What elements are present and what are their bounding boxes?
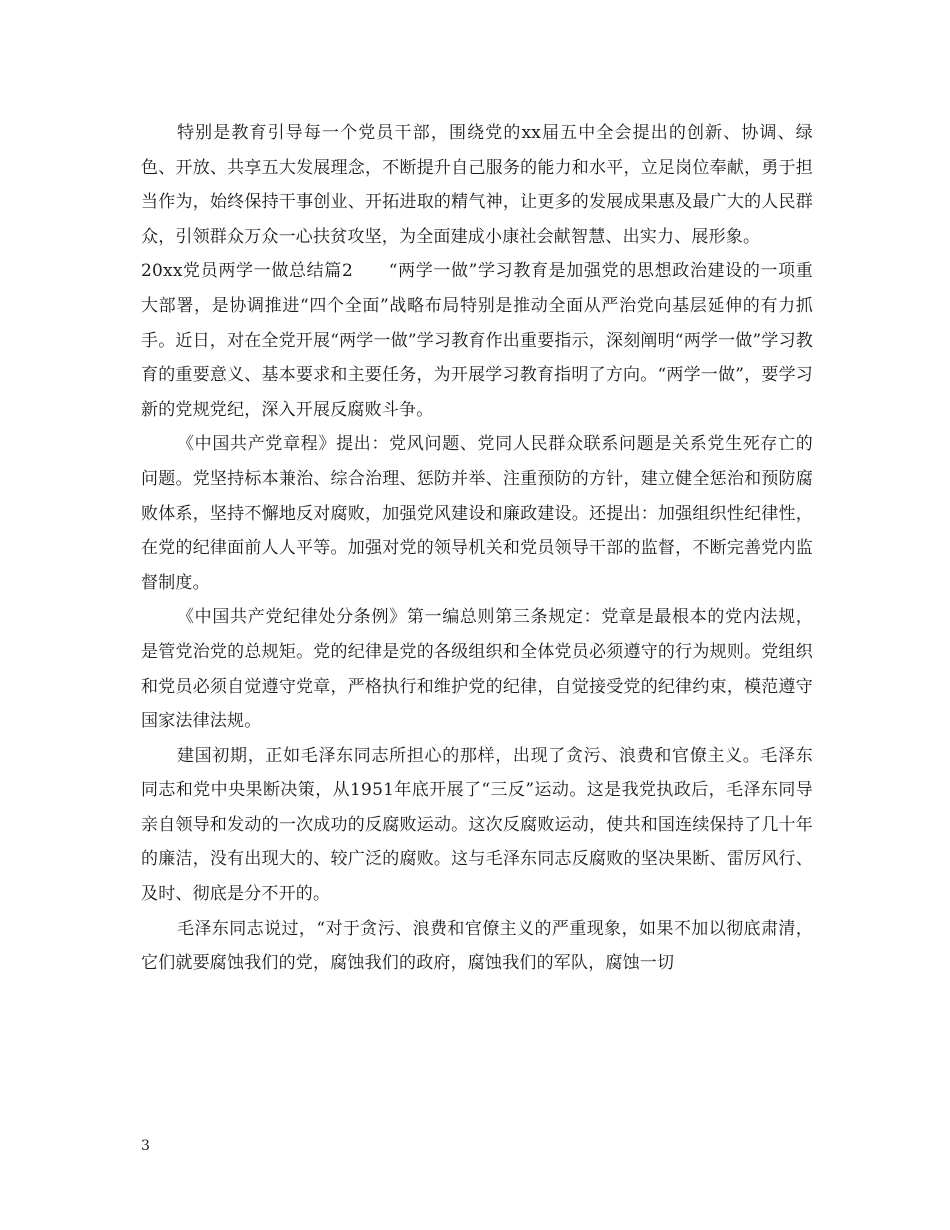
paragraph-mao-quote: 毛泽东同志说过，“对于贪污、浪费和官僚主义的严重现象，如果不加以彻底肃清，它们就要腐蚀我们的党，腐蚀我们的政府，腐蚀我们的军队，腐蚀一切: [141, 918, 813, 974]
body-text: [141, 116, 813, 981]
paragraph-summary-article-2: 20xx党员两学一做总结篇2 “两学一做”学习教育是加强党的思想政治建设的一项重大部署，是协调推进“四个全面”战略布局特别是推动全面从严治党向基层延伸的有力抓手。近日，对在全党开展“两学一做”学习教育作出重要指示，深刻阐明“两学一做”学习教育的重要意义、基本要求和主要任务，为开展学习教育指明了方向。“两学一做”，要学习新的党规党纪，深入开展反腐败斗争。: [141, 261, 813, 420]
paragraph-party-constitution: 《中国共产党章程》提出：党风问题、党同人民群众联系问题是关系党生死存亡的问题。党坚持标本兼治、综合治理、惩防并举、注重预防的方针，建立健全惩治和预防腐败体系，坚持不懈地反对腐败，加强党风建设和廉政建设。还提出：加强组织性纪律性，在党的纪律面前人人平等。加强对党的领导机关和党员领导干部的监督，不断完善党内监督制度。: [141, 434, 813, 593]
paragraph-founding-period: 建国初期，正如毛泽东同志所担心的那样，出现了贪污、浪费和官僚主义。毛泽东同志和党中央果断决策，从1951年底开展了“三反”运动。这是我党执政后，毛泽东同导亲自领导和发动的一次成功的反腐败运动。这次反腐败运动，使共和国连续保持了几十年的廉洁，没有出现大的、较广泛的腐败。这与毛泽东同志反腐败的坚决果断、雷厉风行、及时、彻底是分不开的。: [141, 745, 813, 905]
paragraph-education-guidance: 特别是教育引导每一个党员干部，围绕党的xx届五中全会提出的创新、协调、绿色、开放、共享五大发展理念，不断提升自己服务的能力和水平，立足岗位奉献，勇于担当作为，始终保持干事创业、开拓进取的精气神，让更多的发展成果惠及最广大的人民群众，引领群众万众一心扶贫攻坚，为全面建成小康社会献智慧、出实力、展形象。: [141, 123, 813, 247]
page-number: 3: [141, 1138, 150, 1154]
paragraph-discipline-regulations: 《中国共产党纪律处分条例》第一编总则第三条规定：党章是最根本的党内法规，是管党治党的总规矩。党的纪律是党的各级组织和全体党员必须遵守的行为规则。党组织和党员必须自觉遵守党章，严格执行和维护党的纪律，自觉接受党的纪律约束，模范遵守国家法律法规。: [141, 607, 813, 732]
